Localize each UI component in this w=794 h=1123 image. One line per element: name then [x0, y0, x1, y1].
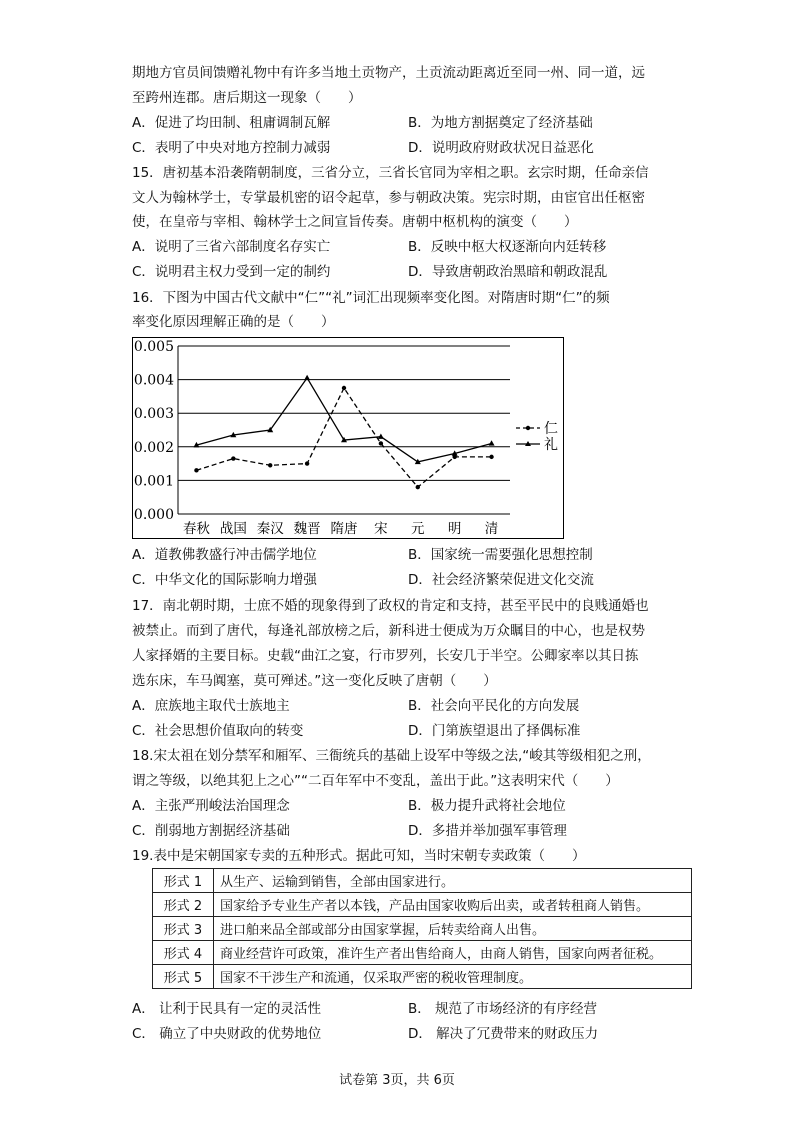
q16-option-c: C．中华文化的国际影响力增强 — [132, 572, 317, 588]
table-row — [153, 893, 692, 917]
q16-option-d: D．社会经济繁荣促进文化交流 — [408, 572, 594, 588]
table-cell-text: 商业经营许可政策，准许生产者出售给商人，由商人销售，国家向两者征税。 — [214, 941, 692, 965]
q15-stem-line-3: 使，在皇帝与宰相、翰林学士之间宣旨传奏。唐朝中枢机构的演变（ ） — [132, 214, 578, 230]
q14-option-c: C．表明了中央对地方控制力减弱 — [132, 140, 331, 156]
chart-frame — [133, 338, 564, 539]
q17-option-d: D．门第族望退出了择偶标准 — [408, 723, 581, 739]
q19-option-c: C． 确立了中央财政的优势地位 — [132, 1026, 322, 1042]
q18-option-c: C．削弱地方割据经济基础 — [132, 823, 290, 839]
q14-option-b: B．为地方割据奠定了经济基础 — [408, 115, 593, 131]
data-point-ren — [342, 386, 346, 390]
series-line-li — [196, 378, 491, 462]
q19-option-a: A． 让利于民具有一定的灵活性 — [132, 1001, 322, 1017]
q16-option-a: A．道教佛教盛行冲击儒学地位 — [132, 547, 317, 563]
q16-option-b: B．国家统一需要强化思想控制 — [408, 547, 593, 563]
q15-option-d: D．导致唐朝政治黑暗和朝政混乱 — [408, 264, 608, 280]
x-tick-label: 隋唐 — [330, 521, 358, 537]
q15-stem-line-1: 15．唐初基本沿袭隋朝制度，三省分立，三省长官同为宰相之职。玄宗时期，任命亲信 — [132, 165, 649, 181]
frequency-chart — [132, 337, 564, 539]
legend-label: 仁 — [544, 421, 558, 437]
table-cell-label: 形式 3 — [153, 917, 214, 941]
q14-option-d: D．说明政府财政状况日益恶化 — [408, 140, 594, 156]
q17-stem-line-1: 17．南北朝时期，士庶不婚的现象得到了政权的肯定和支持，甚至平民中的良贱通婚也 — [132, 598, 649, 614]
q19-option-b: B． 规范了市场经济的有序经营 — [408, 1001, 598, 1017]
x-tick-label: 战国 — [219, 521, 247, 537]
q18-option-b: B．极力提升武将社会地位 — [408, 798, 566, 814]
table-cell-text: 国家给予专业生产者以本钱，产品由国家收购后出卖，或者转租商人销售。 — [214, 893, 692, 917]
y-tick-label: 0.003 — [133, 406, 174, 423]
table-row — [153, 965, 692, 989]
table-row — [153, 869, 692, 893]
q14-stem-line-2: 至跨州连郡。唐后期这一现象（ ） — [132, 90, 362, 106]
table-cell-label: 形式 1 — [153, 869, 214, 893]
data-point-ren — [231, 456, 235, 460]
data-point-ren — [194, 468, 198, 472]
q15-option-b: B．反映中枢大权逐渐向内廷转移 — [408, 239, 607, 255]
table-row — [153, 917, 692, 941]
table-row — [153, 941, 692, 965]
data-point-li — [378, 434, 384, 439]
q14-option-a: A．促进了均田制、租庸调制瓦解 — [132, 115, 331, 131]
data-point-ren — [489, 455, 493, 459]
q15-option-a: A．说明了三省六部制度名存实亡 — [132, 239, 331, 255]
x-tick-label: 清 — [484, 521, 499, 537]
q17-stem-line-3: 人家择婿的主要目标。史载“曲江之宴，行市罗列，长安几于半空。公卿家率以其日拣 — [132, 648, 639, 664]
x-tick-label: 宋 — [374, 521, 388, 537]
y-tick-label: 0.005 — [133, 339, 174, 355]
table-cell-text: 国家不干涉生产和流通，仅采取严密的税收管理制度。 — [214, 965, 692, 989]
q19-option-d: D． 解决了冗费带来的财政压力 — [408, 1026, 599, 1042]
q16-stem-line-2: 率变化原因理解正确的是（ ） — [132, 314, 335, 330]
y-tick-label: 0.004 — [133, 372, 174, 389]
q18-stem-line-1: 18.宋太祖在划分禁军和厢军、三衙统兵的基础上设军中等级之法,“峻其等级相犯之刑， — [132, 748, 651, 764]
data-point-ren — [268, 463, 272, 467]
monopoly-forms-table — [152, 868, 692, 989]
x-tick-label: 元 — [411, 521, 425, 537]
q18-option-d: D．多措并举加强军事管理 — [408, 823, 567, 839]
q17-option-c: C．社会思想价值取向的转变 — [132, 723, 304, 739]
q15-stem-line-2: 文人为翰林学士，专掌最机密的诏令起草，参与朝政决策。宪宗时期，由宦官出任枢密 — [132, 190, 645, 206]
x-tick-label: 秦汉 — [256, 521, 284, 537]
legend-marker — [526, 426, 530, 430]
legend-label: 礼 — [544, 437, 558, 453]
q18-stem-line-2: 谓之等级，以绝其犯上之心”“二百年军中不变乱，盖出于此。”这表明宋代（ ） — [132, 773, 619, 789]
table-cell-label: 形式 5 — [153, 965, 214, 989]
data-point-li — [489, 440, 495, 445]
q17-option-a: A．庶族地主取代士族地主 — [132, 698, 290, 714]
data-point-ren — [379, 441, 383, 445]
y-tick-label: 0.001 — [133, 473, 174, 490]
y-tick-label: 0.000 — [133, 507, 174, 523]
x-tick-label: 明 — [447, 521, 462, 537]
q15-option-c: C．说明君主权力受到一定的制约 — [132, 264, 331, 280]
q17-option-b: B．社会向平民化的方向发展 — [408, 698, 580, 714]
q18-option-a: A．主张严刑峻法治国理念 — [132, 798, 290, 814]
data-point-li — [304, 375, 310, 380]
q16-stem-line-1: 16．下图为中国古代文献中“仁”“礼”词汇出现频率变化图。对隋唐时期“仁”的频 — [132, 290, 610, 306]
q17-stem-line-4: 选东床，车马阗塞，莫可殚述。”这一变化反映了唐朝（ ） — [132, 673, 497, 689]
table-cell-text: 从生产、运输到销售，全部由国家进行。 — [214, 869, 692, 893]
x-tick-label: 魏晋 — [293, 521, 321, 537]
frequency-chart-svg — [132, 337, 564, 539]
table-cell-label: 形式 4 — [153, 941, 214, 965]
data-point-ren — [416, 485, 420, 489]
page-footer: 试卷第 3页，共 6页 — [339, 1073, 455, 1088]
q19-stem-line-1: 19.表中是宋朝国家专卖的五种形式。据此可知，当时宋朝专卖政策（ ） — [132, 848, 586, 864]
table-cell-text: 进口舶来品全部或部分由国家掌握，后转卖给商人出售。 — [214, 917, 692, 941]
q17-stem-line-2: 被禁止。而到了唐代，每逢礼部放榜之后，新科进士便成为万众瞩目的中心，也是权势 — [132, 623, 645, 639]
x-tick-label: 春秋 — [182, 521, 210, 537]
y-tick-label: 0.002 — [133, 439, 174, 456]
q14-stem-line-1: 期地方官员间馈赠礼物中有许多当地土贡物产，土贡流动距离近至同一州、同一道，远 — [132, 65, 645, 81]
table-cell-label: 形式 2 — [153, 893, 214, 917]
data-point-ren — [305, 461, 309, 465]
